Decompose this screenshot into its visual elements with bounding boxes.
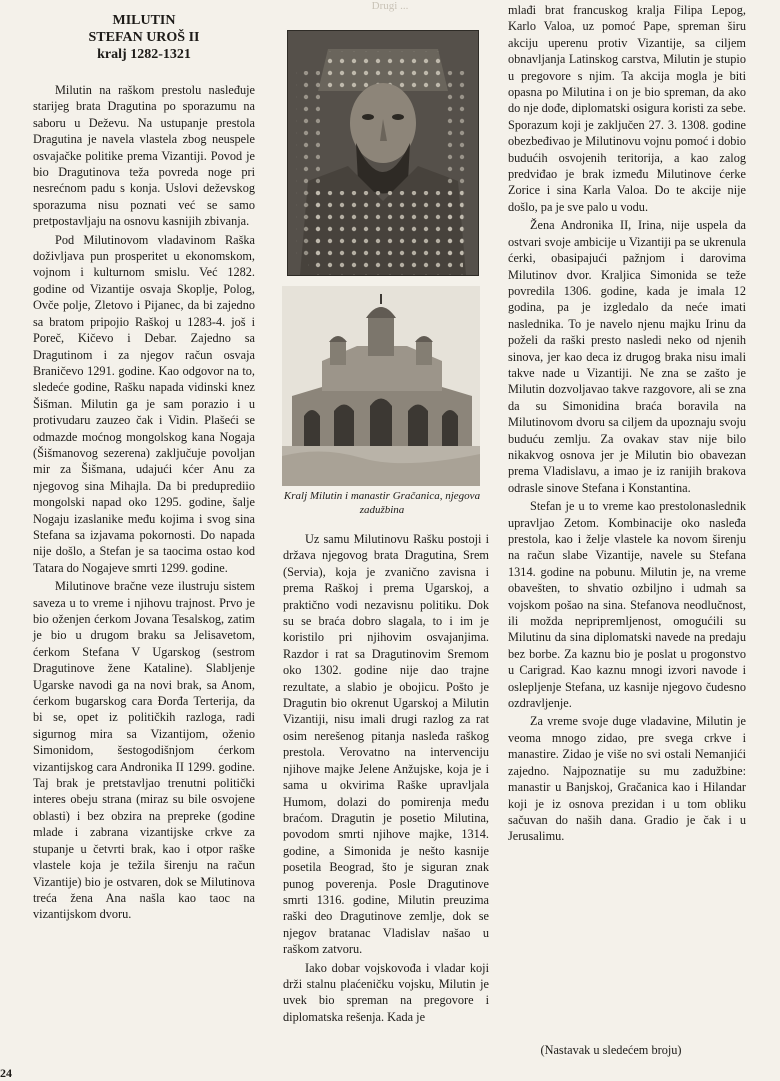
title-line-name: MILUTIN xyxy=(112,13,176,28)
paragraph: Milutinove bračne veze ilustruju sistem saveza u to vreme i njihovu trajnost. Prvo je bio oženjen ćerkom Jovana Tesalskog, zatim je bio u drugom braku sa Jelisavetom, ćerkom Stefana V Ugarskog (sestrom Dragutinove žene Kataline). Slabljenje Ugarske navodi ga na novi brak, sa Anom, ćerkom bugarskog cara Đorđa Terterija, da bi se, opet iz političkih razloga, radi sigurnog mira sa Vizantijom, oženio Simonidom, šestogodišnjom ćerkom vizantijskog cara Andronika II 1299. godine. Taj brak je pretstavljao trenutni politički interes obeju strana (miraz su bile osvojene oblasti) i bez obzira na preprekе (godine mlade i zabrana vizantijske crkve za stupanje u četvrti brak, kao i otpor raške vlastele koja je težila širenju na račun Vizantije) bio je ostvaren, dok se Milutinova treća žena Ana našla kao taoc na vizantijskom dvoru. xyxy=(33,579,255,922)
paragraph: Uz samu Milutinovu Rašku postoji i država njegovog brata Dragutina, Srem (Servia), koja je zvanično zavisna i prema Raškoj i prema Ugarskoj, a praktično vodi nezavisnu politiku. Dok su se braća dobro slagala, to i im je koristilo pri njihovim osvajanjima. Razdor i rat sa Dragutinovim Sremom oko 1302. godine nije dao trajne rezultate, a slabio je obojicu. Pošto je Dragutin bio okrenut Ugarskoj a Milutin Vizantiji, nisu imali drugi razlog za rat osim nerešenog pitanja nasleđa raškog prestola. Verovatno na intervenciju njihove majke Jelene Anžujske, koja je i sama u okvirima Raške upravljala Humom, dolazi do pomirenja među braćom. Dragutin je posetio Milutina, povodom smrti njihove majke, 1314. godine, a Simonida je nešto kasnije posetila Beograd, što je siguran znak punog poverenja. Posle Dragutinove smrti 1316. godine, Milutin preuzima raški deo Dragutinove zemlje, dok se njegov bratanac Vladislav našao u raškom zatvoru. xyxy=(283,532,489,957)
king-milutin-fresco-image xyxy=(287,30,479,276)
text-column-1 xyxy=(33,82,255,925)
gracanica-monastery-image xyxy=(282,286,480,486)
faded-header-text: Drugi ... xyxy=(371,0,409,12)
paragraph: Žena Andronika II, Irina, nije uspela da ostvari svoje ambicije u Vizantiji pa se ukrenula ćerki, obasipajući pažnjom i darovima Milutinov dvor. Kraljica Simonida se teže povredila 1306. godine, kada je imala 12 godina, pa je izgledalo da neće imati naslednika. To je navelo njenu majku Irinu da poželi da raški presto nasledi neko od njenih sinova, jer kao deca iz drugog braka nisu imali takve nade u Vizantiji. Ne zna se zašto je Milutin dozvoljavao takve razgovore, ali se zna da su Simonidina braća boravila na Milutinovom dvoru sa ciljem da upoznaju svoju buduću zemlju. Za ovakav stav nije bilo nikakvog osnova jer je Milutin bio obavezan prema Vladislavu, a imao je iz ranijih brakova odrasle sinove Stefana i Konstantina. xyxy=(508,218,746,495)
continuation-note: (Nastavak u sledećem broju) xyxy=(540,1043,682,1057)
paragraph: Za vreme svoje duge vladavine, Milutin je veoma mnogo zidao, pre svega crkve i manastire. Zidao je više no svi ostali Nemanjići zajedno. Najpoznatije su mu zadužbine: manastir u Banjskoj, Gračanica kao i Hilandar koji je iz osnova prezidan i u tom obliku sačuvan do naših dana. Gradio je čak i u Jerusalimu. xyxy=(508,714,746,844)
paragraph: Stefan je u to vreme kao prestolonaslednik upravljao Zetom. Kombinacije oko nasleđa prestola, kao i želje vlastele ka novom širenju na račun slabe Vizantije, navele su Stefana 1314. godine na pobunu. Milutin je, na vreme obavešten, to shvatio ozbiljno i udmah sa vojskom pošao na sina. Stefanova neodlučnost, ili možda nepripremljenost, omogućili su Milutinu da sina diplomatski navede na predaju bez borbe. Za kaznu bio je poslat u progonstvo u Carigrad. Kao kaznu mnogi izvori navode i oslepljenje Stefana, uz kasnije njegovo čudesno ozdravljenje. xyxy=(508,499,746,711)
paragraph: Pod Milutinovom vladavinom Raška doživljava pun prosperitet u ekonomskom, vojnom i kulturnom smislu. Već 1282. godine od Vizantije osvaja Skoplje, Polog, Ovče polje, Zletovo i Pijanec, da bi zajedno sa bratom pripojio Raškoj u 1283-4. još i Poreč, Kičevo i Debar. Zajedno sa Dragutinom i za njegov račun osvaja Braničevo 1291. godine. Kao odgovor na to, sledeće godine, Rašku napada vidinski knez Šišman. Milutin ga je sam porazio i u protivudaru zauzeo čak i Vidin. Plašeći se odmazde moćnog mongolskog kana Nogaja (Šišmanovog sezerena) zaključuje povoljan mir za Šišmana, udajući kćer Anu za njegovog sina Mihajla. Da bi preduprediio mongolski napad oko 1295. godine, šalje Nogaju izaslanike među kojima i svog sina Stefana sa izjavama pokornosti. Do napada nije došlo, a Stefan je sa taocima ostao kod Tatara do Nogajeve smrti 1299. godine. xyxy=(33,232,255,575)
paragraph: Iako dobar vojskovođa i vladar koji drži stalnu plaćeničku vojsku, Milutin je uvek bio spreman na pregovore i diplomatska rešenja. Kada je xyxy=(283,960,489,1024)
paragraph: mlađi brat francuskog kralja Filipa Lepog, Karlo Valoa, uz pomoć Pape, spreman širu akciju uperenu protiv Vizantije, sa ciljem obnavljanja Latinskog carstva, Milutin je stupio u pregovore s njim. Ta akcija mogla je biti opasna po Milutina i on je bio spreman, da ako do nje dođe, diplomatski osigura koristi za sebe. Sporazum koji je zaključen 27. 3. 1308. godine obezbeđivao je Milutinovu vojnu pomoć i dobio budućih osvojenih teritorija, a kao zalog predviđao je brak između Milutinove ćerke Zorice i sina Karla Valoa. Do te akcije nije došlo, pa je sve palo u vodu. xyxy=(508,3,746,214)
article-title xyxy=(33,12,255,63)
paragraph: Milutin na raškom prestolu nasleđuje starijeg brata Dragutina po sporazumu na saboru u Deževu. Na ustupanje prestola Dragutina je navela vlastela zbog neuspele osvajačke politike prema Vizantiji. Povod je bio Dragutinova teža povreda noge pri nesrećnom padu s konja. Uslovi deževskog sporazuma nisu poznati već se samo pretpostavljaju na osnovu kasnijih zbivanja. xyxy=(33,83,255,229)
text-column-3 xyxy=(508,2,746,847)
title-line-regnal: STEFAN UROŠ II xyxy=(88,30,200,45)
image-caption: Kralj Milutin i manastir Gračanica, njegova zadužbina xyxy=(283,490,481,516)
text-column-2 xyxy=(283,531,489,1027)
title-line-years: kralj 1282-1321 xyxy=(97,47,191,62)
page-number: 24 xyxy=(0,1066,12,1080)
